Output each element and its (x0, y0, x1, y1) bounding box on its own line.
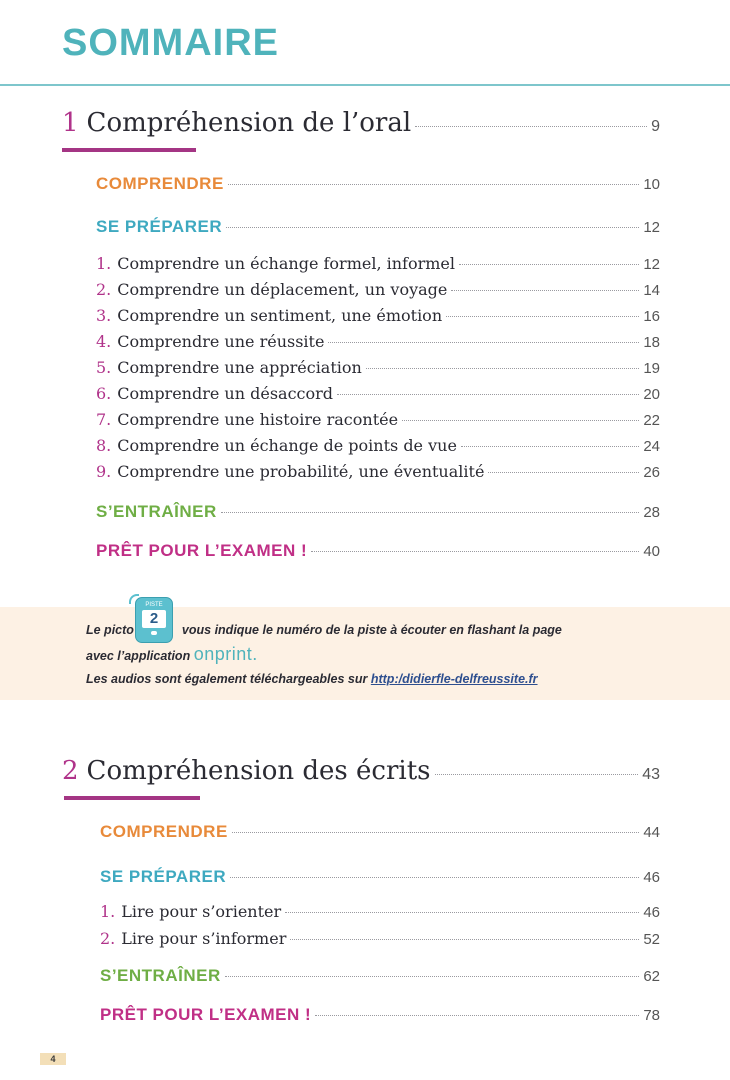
section-label: PRÊT POUR L’EXAMEN ! (100, 1005, 312, 1024)
page-number: 78 (643, 1007, 660, 1024)
note-line-1 (86, 623, 562, 637)
dot-leader (290, 939, 639, 940)
dot-leader (488, 472, 639, 473)
part-underline (62, 148, 196, 152)
item-label: Comprendre un sentiment, une émotion (117, 306, 443, 325)
dot-leader (226, 227, 639, 228)
toc-item-row (96, 332, 660, 351)
onprint-logo: onprint. (193, 644, 258, 664)
toc-row-comprendre (96, 174, 660, 194)
page-title: SOMMAIRE (62, 22, 279, 64)
dot-leader (221, 512, 640, 513)
note-text: Les audios sont également téléchargeables sur (86, 672, 368, 686)
page-number: 14 (643, 282, 660, 299)
dot-leader (435, 774, 639, 775)
toc-row-comprendre (100, 822, 660, 842)
item-number: 5. (96, 358, 112, 377)
toc-item-row (96, 306, 660, 325)
page-number: 10 (643, 176, 660, 193)
page-number: 12 (643, 256, 660, 273)
item-number: 4. (96, 332, 112, 351)
part-2-heading (62, 756, 660, 786)
dot-leader (366, 368, 639, 369)
part-title: Compréhension des écrits (86, 756, 431, 786)
section-label: SE PRÉPARER (96, 217, 223, 236)
item-label: Comprendre un désaccord (117, 384, 334, 403)
section-label: PRÊT POUR L’EXAMEN ! (96, 541, 308, 560)
toc-item-row (96, 254, 660, 273)
toc-item-row (96, 462, 660, 481)
toc-row-entrainer (96, 502, 660, 522)
item-number: 1. (100, 902, 116, 921)
picto-track-number: 2 (142, 610, 166, 628)
item-label: Comprendre une probabilité, une éventualité (117, 462, 485, 481)
note-text: vous indique le numéro de la piste à écouter en flashant la page (181, 623, 562, 637)
page-number: 62 (643, 968, 660, 985)
page-number: 18 (643, 334, 660, 351)
dot-leader (285, 912, 639, 913)
part-1-heading (62, 108, 660, 138)
page-number: 26 (643, 464, 660, 481)
page-number: 46 (643, 904, 660, 921)
toc-item-row (96, 436, 660, 455)
note-text: avec l’application (86, 649, 191, 663)
item-number: 1. (96, 254, 112, 273)
dot-leader (402, 420, 639, 421)
item-number: 6. (96, 384, 112, 403)
item-number: 2. (96, 280, 112, 299)
page-number: 19 (643, 360, 660, 377)
part-underline (64, 796, 200, 800)
footer-page-number: 4 (40, 1053, 66, 1065)
toc-row-examen (100, 1005, 660, 1025)
toc-item-row (96, 410, 660, 429)
dot-leader (232, 832, 640, 833)
item-number: 2. (100, 929, 116, 948)
item-label: Lire pour s’orienter (121, 902, 282, 921)
toc-item-row (96, 280, 660, 299)
note-text: Le picto (86, 623, 134, 637)
download-link[interactable]: http:/didierfle-delfreussite.fr (370, 672, 538, 686)
section-label: SE PRÉPARER (100, 867, 227, 886)
page-number: 28 (643, 504, 660, 521)
dot-leader (225, 976, 640, 977)
item-number: 3. (96, 306, 112, 325)
picto-label: PISTE (145, 602, 163, 608)
dot-leader (337, 394, 639, 395)
page-number: 9 (651, 118, 660, 135)
item-label: Comprendre une appréciation (117, 358, 362, 377)
page-number: 20 (643, 386, 660, 403)
section-label: COMPRENDRE (100, 822, 228, 841)
dot-leader (415, 126, 647, 127)
dot-leader (315, 1015, 639, 1016)
item-number: 9. (96, 462, 112, 481)
part-title: Compréhension de l’oral (86, 108, 412, 138)
page-number: 44 (643, 824, 660, 841)
dot-leader (311, 551, 639, 552)
toc-row-se-preparer (100, 867, 660, 887)
dot-leader (328, 342, 639, 343)
toc-item-row (100, 929, 660, 948)
section-label: COMPRENDRE (96, 174, 224, 193)
dot-leader (230, 877, 639, 878)
part-number: 1 (62, 108, 79, 138)
page-number: 24 (643, 438, 660, 455)
toc-row-examen (96, 541, 660, 561)
dot-leader (461, 446, 639, 447)
page-number: 22 (643, 412, 660, 429)
toc-row-entrainer (100, 966, 660, 986)
note-line-2 (86, 644, 258, 665)
page-number: 40 (643, 543, 660, 560)
dot-leader (446, 316, 639, 317)
page-number: 46 (643, 869, 660, 886)
page-number: 43 (642, 766, 660, 783)
title-divider (0, 84, 730, 86)
item-label: Comprendre une histoire racontée (117, 410, 399, 429)
section-label: S’ENTRAÎNER (96, 502, 217, 521)
dot-leader (228, 184, 640, 185)
item-label: Comprendre un échange de points de vue (117, 436, 457, 455)
toc-row-se-preparer (96, 217, 660, 237)
toc-item-row (96, 358, 660, 377)
page-number: 12 (643, 219, 660, 236)
page-number: 52 (643, 931, 660, 948)
toc-item-row (100, 902, 660, 921)
item-label: Lire pour s’informer (121, 929, 287, 948)
note-line-3 (86, 672, 538, 686)
item-label: Comprendre un échange formel, informel (117, 254, 456, 273)
item-label: Comprendre un déplacement, un voyage (117, 280, 448, 299)
toc-item-row (96, 384, 660, 403)
dot-leader (451, 290, 639, 291)
item-number: 7. (96, 410, 112, 429)
part-number: 2 (62, 756, 79, 786)
item-label: Comprendre une réussite (117, 332, 325, 351)
page-number: 16 (643, 308, 660, 325)
item-number: 8. (96, 436, 112, 455)
section-label: S’ENTRAÎNER (100, 966, 221, 985)
dot-leader (459, 264, 639, 265)
